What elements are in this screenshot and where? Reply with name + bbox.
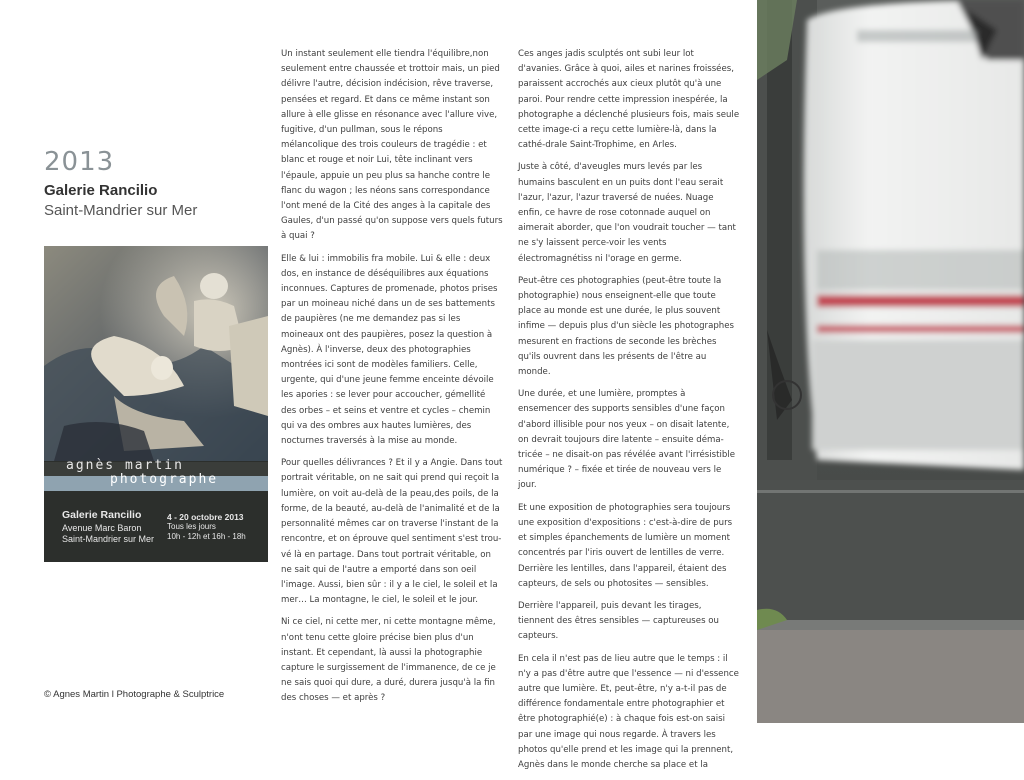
gallery-city: Saint-Mandrier sur Mer — [44, 202, 198, 219]
exhibition-poster — [44, 246, 268, 562]
poster-venue — [62, 510, 154, 545]
paragraph: Ni ce ciel, ni cette mer, ni cette montagne même, n'ont tenu cette gloire précise bien plus d'un instant. Et cependant, là aussi la photographie capture le surgissement de l'immanence, de ce je ne sais quoi qui dure, a duré, durera jusqu'à la fin des choses — et après ? — [281, 617, 496, 704]
article-column-2 — [518, 47, 740, 780]
street-photo — [757, 0, 1024, 723]
poster-address-line1: Avenue Marc Baron — [62, 523, 142, 533]
exhibition-year: 2013 — [44, 147, 115, 177]
angel-sculpture-photo — [44, 246, 268, 461]
paragraph: Et une exposition de photographies sera toujours une exposition d'expositions : c'est-à-dire de purs et simples épanchements de lumière un moment concentrés par l'iris ouvert de lentilles de verre. Derrière les lentilles, dans l'appareil, étaient des capteurs, de sels ou photosites — sensibles. — [518, 502, 733, 589]
poster-artist-name: agnès martin — [66, 458, 184, 473]
paragraph: En cela il n'est pas de lieu autre que le temps : il n'y a pas d'être autre que l'essence — ni d'essence autre que lumière. Et, peut-être, n'y a-t-il pas de différence fondamentale entre photographier et être photographié(e) : à chaque fois est-on saisi par une image qui nous regarde. À travers les photos qu'elle prend et les image qui la prennent, Agnès dans le monde cherche sa place et la — [518, 653, 739, 770]
article-column-1 — [281, 47, 503, 714]
paragraph: Peut-être ces photographies (peut-être toute la photographie) nous enseignent-elle que toute place au monde est une durée, le plus souvent infime — depuis plus d'un siècle les photographes mesurent en fractions de seconde les brèches qu'ils ouvrent dans les présents de l'être au monde. — [518, 275, 735, 378]
paragraph: Pour quelles délivrances ? Et il y a Angie. Dans tout portrait véritable, on ne sait qui prend qui reçoit la lumière, on voit au-delà de la peau,des poils, de la forme, de la beauté, au-delà de l'animalité et de la personnalité mêmes car on traverse l'instant de la rencontre, et on éprouve quel sentiment s'est trou-vé là en partage. Dans tout portrait véritable, on ne sait qui de l'autre a emporté dans son oeil l'image. Aussi, bien sûr : il y a le ciel, le soleil et la mer… La montagne, le ciel, le soleil et le jour. — [281, 458, 503, 606]
bus-motion-photo — [757, 0, 1024, 723]
paragraph: Derrière l'appareil, puis devant les tirages, tiennent des êtres sensibles — captureuses ou capteurs. — [518, 600, 719, 642]
poster-address-line2: Saint-Mandrier sur Mer — [62, 534, 155, 544]
poster-artist-role: photographe — [110, 472, 219, 487]
gallery-name: Galerie Rancilio — [44, 182, 158, 199]
footer-copyright: © Agnes Martin l Photographe & Sculptrice — [44, 689, 225, 700]
paragraph: Juste à côté, d'aveugles murs levés par les humains basculent en un puits dont l'eau serait l'azur, l'azur, l'azur traversé de nuées. Nuage enfin, ce havre de rose cotonnade auquel on aimerait aborder, que l'on voudrait toucher — tant ne s'y laissent perce-voir les vents électromagnétiss ni l'orage en germe. — [518, 162, 736, 264]
paragraph: Elle & lui : immobilis fra mobile. Lui & elle : deux dos, en instance de déséquilibres aux équations inconnues. Captures de promenade, photos prises par un moineau niché dans un de ses battements de paupières (ne me demandez pas si les moineaux ont des paupières, posez la question à Agnès). À l'inverse, deux des photographies montrées ici sont de modèles familiers. Celle, urgente, qui d'une jeune femme enceinte dévoile les apories : se lever pour accoucher, gémellité des orbes – et seins et ventre et cycles – chemin qui va des ombres aux hautes lumières, des nocturnes traversés à la mise au monde. — [281, 253, 498, 447]
left-panel — [0, 0, 270, 723]
poster-days: Tous les jours — [167, 522, 216, 531]
poster-dates: 4 - 20 octobre 2013 — [167, 512, 244, 522]
poster-gallery-name: Galerie Rancilio — [62, 509, 142, 521]
poster-schedule — [167, 512, 246, 542]
paragraph: Ces anges jadis sculptés ont subi leur lot d'avanies. Grâce à quoi, ailes et narines froissées, paraissent accrochés aux cieux plutôt qu'à une paroi. Pour rendre cette impression inespérée, la photographe a déclenché plusieurs fois, mais seule cette image-ci a reçu cette lumière-là, dans la cathé-drale Saint-Trophime, en Arles. — [518, 49, 740, 151]
paragraph: Un instant seulement elle tiendra l'équilibre,non seulement entre chaussée et trottoir mais, un pied délivre l'autre, décision indécision, rêve traverse, pensées et regard. Et dans ce même instant son allure à elle glisse en résonance avec l'allure vive, fugitive, d'un pullman, sous le répons mélancolique des trois couleurs de tragédie : et blanc et rouge et noir Lui, tête inclinant vers l'épaule, appuie un peu plus sa hanche contre le flanc du wagon ; les néons sans correspondance l'ont mené de la Cité des anges à la capitale des Gaules, d'un passé qu'on suppose vers quels futurs à quai ? — [281, 49, 503, 242]
poster-hours: 10h - 12h et 16h - 18h — [167, 532, 246, 541]
paragraph: Une durée, et une lumière, promptes à ensemencer des supports sensibles d'une façon d'abord illisible pour nos yeux – on disait latente, on devrait toujours dire latente – ensuite déma-tricée – ne disait-on pas révélée avant l'irrésistible numérique ? – fixée et tirée de nouveau vers le jour. — [518, 389, 736, 491]
